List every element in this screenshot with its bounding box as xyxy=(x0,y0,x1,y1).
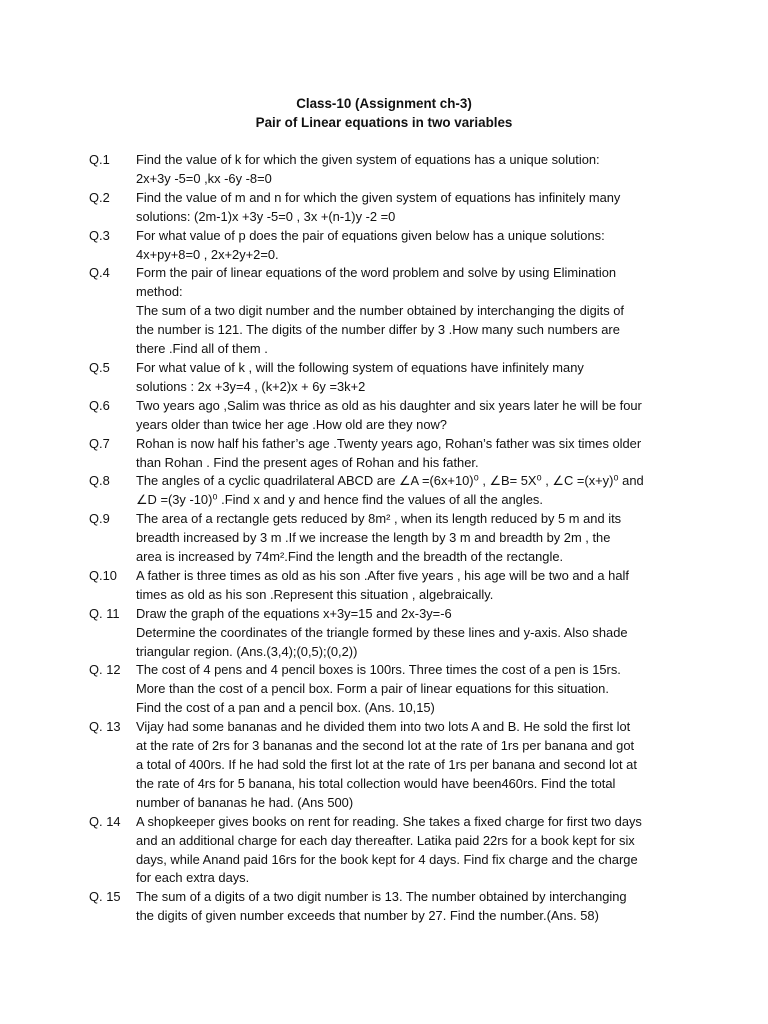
assignment-class-title: Class-10 (Assignment ch-3) xyxy=(296,96,472,111)
question-text xyxy=(136,605,681,662)
question-item xyxy=(0,813,768,889)
question-text-line: A father is three times as old as his son .After five years , his age will be two and a half xyxy=(136,567,629,583)
question-text-line: Determine the coordinates of the triangle formed by these lines and y-axis. Also shade xyxy=(136,624,628,640)
question-item xyxy=(0,661,768,718)
question-text-line: More than the cost of a pencil box. Form a pair of linear equations for this situation. xyxy=(136,681,609,697)
question-number: Q.10 xyxy=(89,567,117,583)
question-text xyxy=(136,189,681,227)
question-number: Q.4 xyxy=(89,265,110,281)
question-item xyxy=(0,227,768,265)
question-text-line: The area of a rectangle gets reduced by 8m² , when its length reduced by 5 m and its xyxy=(136,511,622,527)
question-text-line: Form the pair of linear equations of the word problem and solve by using Elimination xyxy=(136,265,617,281)
question-text-line: Find the value of m and n for which the given system of equations has infinitely many xyxy=(136,189,621,205)
question-text-line: For what value of k , will the following system of equations have infinitely many xyxy=(136,359,584,375)
question-item xyxy=(0,397,768,435)
question-number: Q. 12 xyxy=(89,662,121,678)
question-text-line: Find the cost of a pan and a pencil box. (Ans. 10,15) xyxy=(136,700,435,716)
question-text xyxy=(136,359,681,397)
question-number: Q.5 xyxy=(89,359,110,375)
question-text-line: the number is 121. The digits of the number differ by 3 .How many such numbers are xyxy=(136,322,620,338)
question-text-line: The angles of a cyclic quadrilateral ABCD are ∠A =(6x+10)⁰ , ∠B= 5X⁰ , ∠C =(x+y)⁰ and xyxy=(136,473,644,489)
question-item xyxy=(0,151,768,189)
question-text-line: 2x+3y -5=0 ,kx -6y -8=0 xyxy=(136,170,272,186)
question-text-line: and an additional charge for each day thereafter. Latika paid 22rs for a book kept for six xyxy=(136,832,635,848)
question-item xyxy=(0,472,768,510)
question-number: Q.2 xyxy=(89,189,110,205)
question-item xyxy=(0,567,768,605)
question-number: Q. 14 xyxy=(89,813,121,829)
question-text-line: For what value of p does the pair of equations given below has a unique solutions: xyxy=(136,227,605,243)
question-number: Q.1 xyxy=(89,152,110,167)
question-text-line: Draw the graph of the equations x+3y=15 and 2x-3y=-6 xyxy=(136,605,452,621)
question-number: Q. 13 xyxy=(89,719,121,735)
question-text xyxy=(136,510,681,567)
assignment-topic-title: Pair of Linear equations in two variables xyxy=(255,115,513,130)
question-text-line: the rate of 4rs for 5 banana, his total collection would have been460rs. Find the total xyxy=(136,775,616,791)
question-item xyxy=(0,718,768,813)
question-item xyxy=(0,359,768,397)
question-text-line: Vijay had some bananas and he divided them into two lots A and B. He sold the first lot xyxy=(136,719,631,735)
question-text xyxy=(136,888,681,926)
question-list xyxy=(0,151,768,926)
question-number: Q.3 xyxy=(89,227,110,243)
question-text-line: there .Find all of them . xyxy=(136,341,268,357)
question-text-line: The sum of a two digit number and the number obtained by interchanging the digits of xyxy=(136,303,624,319)
question-text-line: days, while Anand paid 16rs for the book kept for 4 days. Find fix charge and the charge xyxy=(136,851,638,867)
question-text-line: Rohan is now half his father’s age .Twenty years ago, Rohan’s father was six times older xyxy=(136,435,642,451)
question-text-line: The cost of 4 pens and 4 pencil boxes is 100rs. Three times the cost of a pen is 15rs. xyxy=(136,662,621,678)
question-text xyxy=(136,151,681,189)
question-text-line: years older than twice her age .How old are they now? xyxy=(136,416,447,432)
question-text xyxy=(136,661,681,718)
assignment-header xyxy=(0,94,768,132)
question-text xyxy=(136,813,681,889)
question-text-line: method: xyxy=(136,284,183,300)
question-number: Q.6 xyxy=(89,397,110,413)
question-item xyxy=(0,888,768,926)
question-text-line: solutions: (2m-1)x +3y -5=0 , 3x +(n-1)y -2 =0 xyxy=(136,208,396,224)
question-text-line: Two years ago ,Salim was thrice as old as his daughter and six years later he will be four xyxy=(136,397,642,413)
question-number: Q. 15 xyxy=(89,889,121,905)
question-text xyxy=(136,264,681,359)
question-number: Q.7 xyxy=(89,435,110,451)
question-number: Q.9 xyxy=(89,511,110,527)
question-text-line: the digits of given number exceeds that number by 27. Find the number.(Ans. 58) xyxy=(136,908,599,924)
question-text-line: area is increased by 74m².Find the length and the breadth of the rectangle. xyxy=(136,549,564,565)
question-text-line: ∠D =(3y -10)⁰ .Find x and y and hence find the values of all the angles. xyxy=(136,492,543,508)
question-text xyxy=(136,397,681,435)
question-text-line: at the rate of 2rs for 3 bananas and the second lot at the rate of 1rs per banana and got xyxy=(136,738,635,754)
question-text-line: The sum of a digits of a two digit number is 13. The number obtained by interchanging xyxy=(136,889,627,905)
question-text xyxy=(136,472,681,510)
question-text-line: breadth increased by 3 m .If we increase the length by 3 m and breadth by 2m , the xyxy=(136,530,611,546)
question-text-line: times as old as his son .Represent this situation , algebraically. xyxy=(136,586,494,602)
question-item xyxy=(0,435,768,473)
question-text-line: A shopkeeper gives books on rent for reading. She takes a fixed charge for first two days xyxy=(136,813,642,829)
question-text xyxy=(136,227,681,265)
question-text xyxy=(136,435,681,473)
question-text-line: triangular region. (Ans.(3,4);(0,5);(0,2)) xyxy=(136,643,358,659)
question-text-line: than Rohan . Find the present ages of Rohan and his father. xyxy=(136,454,479,470)
question-number: Q. 11 xyxy=(89,605,120,621)
question-item xyxy=(0,510,768,567)
question-text-line: 4x+py+8=0 , 2x+2y+2=0. xyxy=(136,246,279,262)
question-text xyxy=(136,567,681,605)
question-text-line: a total of 400rs. If he had sold the first lot at the rate of 1rs per banana and second lot at xyxy=(136,757,637,772)
question-text-line: for each extra days. xyxy=(136,870,250,886)
question-item xyxy=(0,605,768,662)
question-number: Q.8 xyxy=(89,473,110,489)
question-text-line: solutions : 2x +3y=4 , (k+2)x + 6y =3k+2 xyxy=(136,378,366,394)
question-text-line: Find the value of k for which the given system of equations has a unique solution: xyxy=(136,152,600,167)
question-item xyxy=(0,264,768,359)
question-item xyxy=(0,189,768,227)
question-text xyxy=(136,718,681,813)
question-text-line: number of bananas he had. (Ans 500) xyxy=(136,794,354,810)
